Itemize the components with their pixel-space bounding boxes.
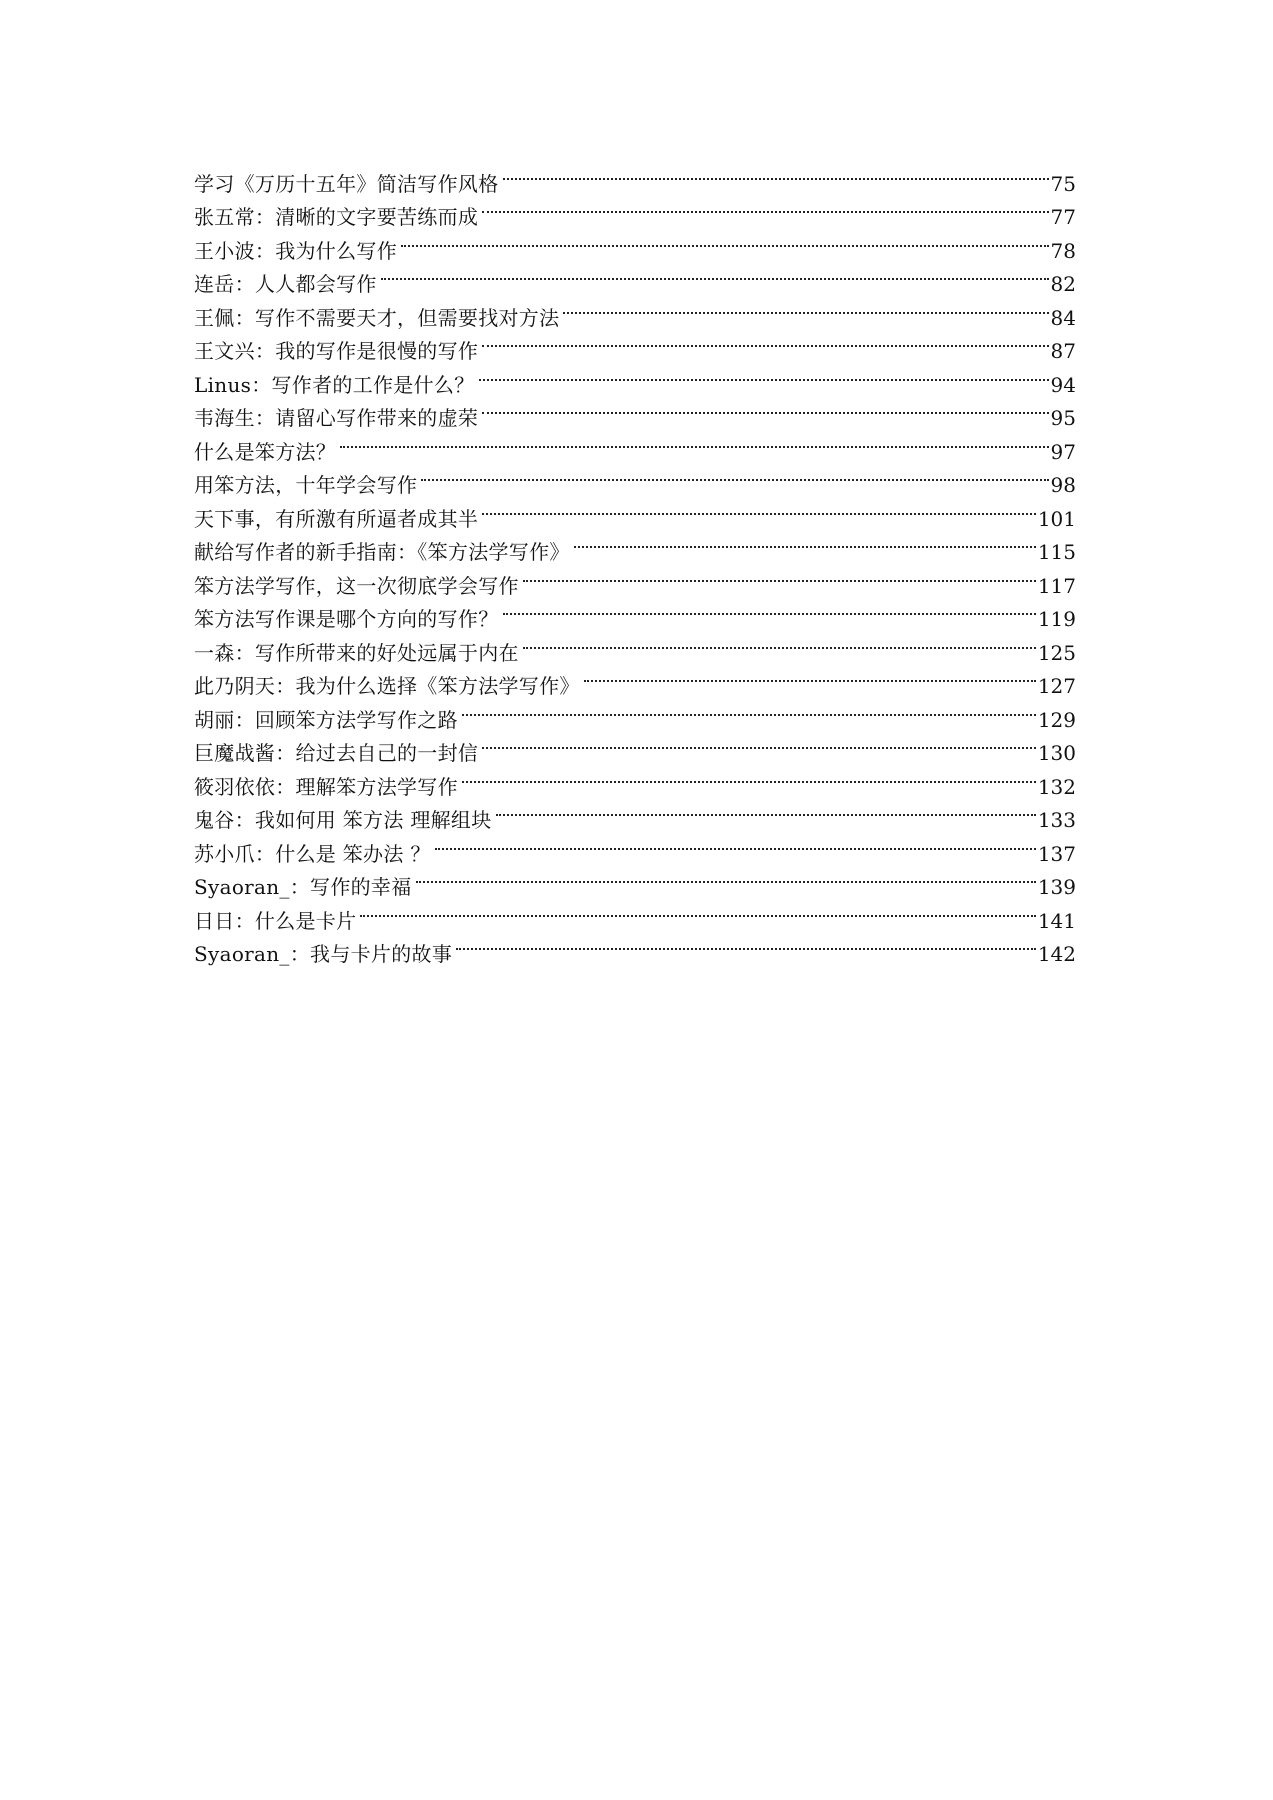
toc-entry-page-number: 115: [1037, 540, 1076, 564]
toc-entry-title: 王小波：我为什么写作: [194, 238, 397, 263]
toc-entry-page-number: 139: [1037, 875, 1076, 899]
dot-leader: [482, 191, 1048, 225]
dot-leader: [482, 392, 1048, 426]
toc-entry-page-number: 82: [1050, 272, 1076, 296]
dot-leader: [381, 258, 1049, 292]
toc-entry-page-number: 117: [1037, 573, 1076, 598]
toc-entry-page-number: 119: [1037, 607, 1076, 631]
toc-entry-page-number: 129: [1037, 707, 1076, 732]
toc-entry-page-number: 75: [1050, 171, 1076, 196]
toc-entry-page-number: 97: [1050, 439, 1076, 464]
toc-entry-page-number: 84: [1050, 305, 1076, 330]
dot-leader: [574, 526, 1036, 560]
toc-entry-title: 连岳：人人都会写作: [194, 272, 377, 296]
dot-leader: [584, 660, 1036, 694]
toc-entry-page-number: 130: [1037, 741, 1076, 765]
dot-leader: [482, 727, 1036, 761]
toc-entry-title: 笨方法学写作，这一次彻底学会写作: [194, 573, 519, 598]
toc-entry-title: 王文兴：我的写作是很慢的写作: [194, 339, 479, 363]
toc-entry-page-number: 142: [1037, 942, 1076, 966]
dot-leader: [479, 358, 1049, 392]
toc-entry-page-number: 127: [1037, 674, 1076, 698]
toc-entry-title: 苏小爪：什么是 笨办法 ？: [194, 841, 431, 866]
toc-entry-title: 胡丽：回顾笨方法学写作之路: [194, 707, 458, 732]
dot-leader: [523, 626, 1036, 660]
toc-entry-title: 天下事，有所激有所逼者成其半: [194, 506, 479, 531]
toc-entry-title: 王佩：写作不需要天才，但需要找对方法: [194, 305, 560, 330]
toc-entry-page-number: 133: [1037, 808, 1076, 832]
toc-entry-title: 什么是笨方法？: [194, 439, 337, 464]
toc-entry-page-number: 78: [1050, 238, 1076, 263]
dot-leader: [563, 291, 1048, 325]
toc-entry-title: Linus：写作者的工作是什么？: [194, 372, 475, 397]
dot-leader: [462, 693, 1036, 727]
toc-entry[interactable]: [194, 157, 1076, 196]
dot-leader: [482, 325, 1048, 359]
toc-entry-title: 日日：什么是卡片: [194, 908, 357, 933]
dot-leader: [503, 593, 1036, 627]
dot-leader: [421, 459, 1048, 493]
toc-entry-title: Syaoran_：写作的幸福: [194, 875, 412, 899]
dot-leader: [503, 157, 1049, 191]
toc-entry-page-number: 77: [1050, 205, 1076, 229]
dot-leader: [482, 492, 1036, 526]
dot-leader: [435, 827, 1036, 861]
dot-leader: [416, 861, 1036, 895]
dot-leader: [401, 224, 1049, 258]
toc-entry-title: 学习《万历十五年》简洁写作风格: [194, 171, 499, 196]
toc-entry-title: 此乃阴天：我为什么选择《笨方法学写作》: [194, 674, 580, 698]
toc-entry-title: 鬼谷：我如何用 笨方法 理解组块: [194, 808, 492, 832]
toc-entry-title: 献给写作者的新手指南：《笨方法学写作》: [194, 540, 570, 564]
toc-entry-page-number: 94: [1050, 372, 1076, 397]
toc-entry-title: 筱羽依依：理解笨方法学写作: [194, 774, 458, 799]
toc-entry-page-number: 98: [1050, 473, 1076, 497]
dot-leader: [340, 425, 1048, 459]
toc-entry-title: 张五常：清晰的文字要苦练而成: [194, 205, 479, 229]
toc-entry-page-number: 125: [1037, 640, 1076, 665]
toc-entry-page-number: 87: [1050, 339, 1076, 363]
table-of-contents: [194, 157, 1076, 966]
toc-entry-page-number: 95: [1050, 406, 1076, 430]
dot-leader: [462, 760, 1036, 794]
toc-entry-title: 用笨方法，十年学会写作: [194, 473, 418, 497]
toc-entry-page-number: 101: [1037, 506, 1076, 531]
toc-entry-page-number: 132: [1037, 774, 1076, 799]
dot-leader: [496, 794, 1036, 828]
toc-entry-title: 韦海生：请留心写作带来的虚荣: [194, 406, 479, 430]
dot-leader: [456, 928, 1036, 962]
toc-entry-title: 笨方法写作课是哪个方向的写作？: [194, 607, 499, 631]
dot-leader: [360, 894, 1035, 928]
dot-leader: [523, 559, 1036, 593]
toc-entry-title: 一森：写作所带来的好处远属于内在: [194, 640, 519, 665]
toc-entry-title: 巨魔战酱：给过去自己的一封信: [194, 741, 479, 765]
toc-entry-page-number: 137: [1037, 841, 1076, 866]
toc-entry-title: Syaoran_：我与卡片的故事: [194, 942, 453, 966]
toc-entry-page-number: 141: [1037, 908, 1076, 933]
